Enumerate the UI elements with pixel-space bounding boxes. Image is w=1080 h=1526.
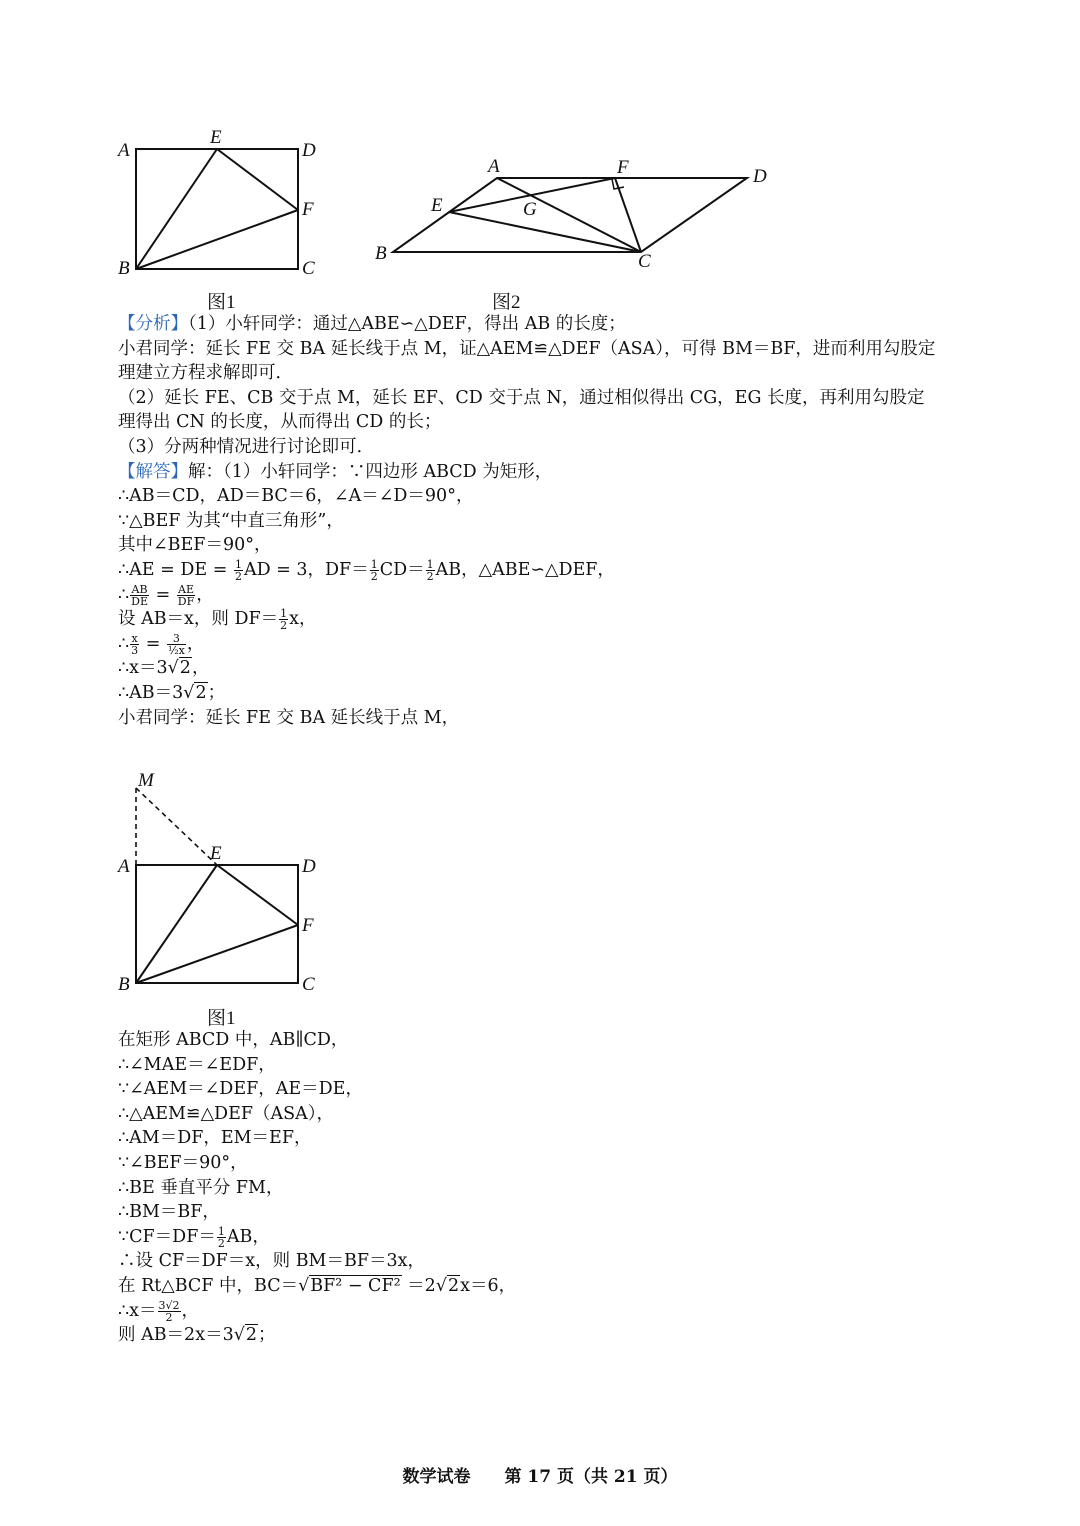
fig3-label-f: F (302, 915, 314, 936)
fig1-label-e: E (210, 127, 222, 148)
figure-1 (110, 125, 340, 320)
analysis-and-solution (118, 312, 1018, 730)
analysis-line-1: 【分析】（1）小轩同学：通过△ABE∽△DEF，得出 AB 的长度； (118, 314, 626, 334)
proof-line-4: ∴△AEM≌△DEF（ASA）， (118, 1103, 335, 1124)
fig2-label-c: C (638, 251, 651, 272)
fig2-label-g: G (523, 199, 537, 220)
fig1-label-c: C (302, 258, 315, 279)
solution-line-6: ∴ $\frac{AB}{DE}$ = $\frac{AE}{DF}$ ， (118, 582, 214, 608)
solution-line-4: 其中∠BEF＝90°， (118, 535, 272, 556)
fig2-label-a: A (488, 156, 500, 177)
fig3-label-b: B (118, 974, 130, 995)
solution-line-2: ∴AB＝CD，AD＝BC＝6，∠A＝∠D＝90°， (118, 486, 474, 507)
fig3-label-e: E (210, 843, 222, 864)
analysis-line-2: 小君同学：延长 FE 交 BA 延长线于点 M，证△AEM≌△DEF（ASA），可得 BM＝BF，进而利用勾股定 (118, 338, 936, 359)
proof-line-1: 在矩形 ABCD 中，AB∥CD， (118, 1030, 349, 1050)
proof-line-11: 在 Rt△BCF 中，BC＝√BF² − CF² ＝2√2x＝6， (118, 1275, 517, 1296)
analysis-line-3: 理建立方程求解即可． (118, 363, 293, 384)
solution-line-5: ∴AE = DE = $\frac{1}{2}$ AD = 3，DF＝ $\frac{1}{2}$ CD＝ $\frac{1}{2}$ AB，△ABE∽△DEF， (118, 557, 615, 583)
analysis-line-5: 理得出 CN 的长度，从而得出 CD 的长； (118, 412, 442, 433)
fig2-label-d: D (753, 166, 767, 187)
solution-line-7: 设 AB＝x，则 DF＝ $\frac{1}{2}$ x， (118, 607, 317, 633)
fig2-label-e: E (431, 195, 443, 216)
proof-block (118, 1028, 1018, 1348)
proof-line-3: ∵∠AEM＝∠DEF，AE＝DE， (118, 1079, 363, 1100)
proof-line-9: ∵CF＝DF＝ $\frac{1}{2}$ AB， (118, 1224, 270, 1250)
proof-line-6: ∵∠BEF＝90°， (118, 1152, 248, 1173)
fig2-label-b: B (375, 243, 387, 264)
page-footer: 数学试卷 第 17 页（共 21 页） (402, 1467, 678, 1487)
analysis-line-6: （3）分两种情况进行讨论即可． (118, 436, 375, 457)
proof-line-12: ∴x＝ $\frac{3√2}{2}$ ， (118, 1298, 200, 1324)
analysis-tag: 【分析】 (118, 314, 188, 334)
fig2-label-f: F (617, 157, 629, 178)
fig1-label-a: A (118, 140, 130, 161)
figure-3 (110, 768, 340, 1030)
fig3-label-d: D (302, 856, 316, 877)
proof-line-8: ∴BM＝BF， (118, 1202, 220, 1223)
fig1-caption: 图1 (207, 292, 236, 313)
proof-line-7: ∴BE 垂直平分 FM， (118, 1177, 284, 1198)
fig2-caption: 图2 (492, 292, 521, 313)
proof-line-13: 则 AB＝2x＝3√2； (118, 1325, 276, 1346)
proof-line-10: ∴设 CF＝DF＝x，则 BM＝BF＝3x， (118, 1251, 425, 1272)
solution-line-8: ∴ $\frac{x}{3}$ = $\frac{3}{\text{½x}}$ ， (118, 631, 205, 657)
solution-line-10: ∴AB＝3√2； (118, 682, 226, 703)
proof-line-2: ∴∠MAE＝∠EDF， (118, 1054, 276, 1075)
fig3-label-m: M (138, 770, 154, 791)
fig3-caption: 图1 (207, 1008, 236, 1029)
fig3-label-c: C (302, 974, 315, 995)
solution-tag: 【解答】 (118, 461, 188, 482)
fig3-label-a: A (118, 856, 130, 877)
fig1-label-d: D (302, 140, 316, 161)
solution-line-9: ∴x＝3√2， (118, 658, 210, 679)
analysis-line-4: （2）延长 FE、CB 交于点 M，延长 EF、CD 交于点 N，通过相似得出 CG，EG 长度，再利用勾股定 (118, 387, 925, 408)
proof-line-5: ∴AM＝DF，EM＝EF， (118, 1128, 312, 1149)
solution-line-11: 小君同学：延长 FE 交 BA 延长线于点 M， (118, 707, 460, 728)
figure-2 (365, 145, 785, 315)
solution-line-3: ∵△BEF 为其“中直三角形”， (118, 510, 344, 531)
solution-line-1: 【解答】解：（1）小轩同学：∵四边形 ABCD 为矩形， (118, 461, 553, 482)
fig1-label-b: B (118, 258, 130, 279)
fig1-label-f: F (302, 199, 314, 220)
